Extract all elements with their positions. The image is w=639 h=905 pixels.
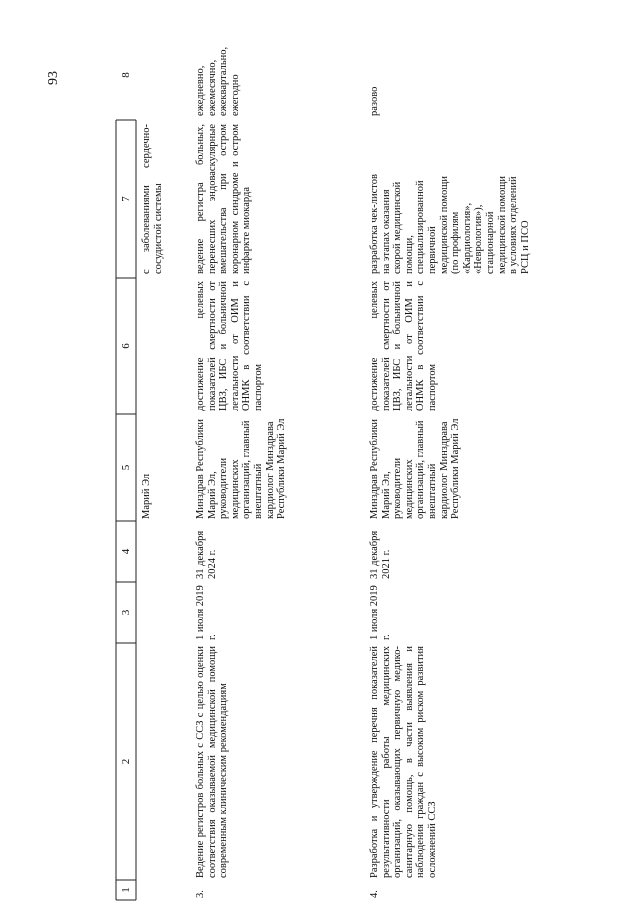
row-4-activity: Разработка и утверждение перечня показателей результативности работы медицинских организаций, оказывающих первичную медико-санитарную помощь, в части выявления и наблюдения граждан с высоким риском развития осложнений ССЗ — [369, 646, 438, 878]
header-col-1: 1 — [120, 887, 132, 893]
row-4-executors: Минздрав Республики Марий Эл, руководители медицинских организаций, главный внештатный кардиолог Минздрава Республики Марий Эл — [369, 418, 462, 519]
row-3-end-date: 31 декабря 2024 г. — [195, 530, 218, 579]
row-3-executors: Минздрав Республики Марий Эл, руководители медицинских организаций, главный внештатный кардиолог Минздрава Республики Марий Эл — [195, 418, 288, 519]
row-3-number: 3. — [195, 890, 206, 898]
page-number: 93 — [46, 71, 61, 85]
header-col-6: 6 — [120, 343, 132, 349]
row-4-indicators: достижение целевых показателей смертности от ЦВЗ, ИБС и больничной летальности от ОИМ и ОНМК в соответствии с паспортом — [369, 281, 438, 411]
continuation-executor: Марий Эл — [141, 473, 152, 519]
row-4-frequency: разово — [369, 86, 380, 116]
header-col-3: 3 — [120, 609, 132, 616]
row-3-indicators: достижение целевых показателей смертности от ЦВЗ, ИБС и больничной летальности от ОИМ и ОНМК в соответствии с паспортом — [195, 281, 264, 411]
row-4-end-date: 31 декабря 2021 г. — [369, 530, 392, 579]
row-4-start-date: 1 июля 2019 г. — [369, 585, 392, 640]
header-col-7: 7 — [120, 196, 132, 202]
header-col-4: 4 — [120, 548, 132, 555]
row-3-start-date: 1 июля 2019 г. — [195, 585, 218, 640]
row-4-number: 4. — [369, 890, 380, 898]
row-4-result: разработка чек-листов на этапах оказания скорой медицинской помощи, специализированной первичной медицинской помощи (по профилям «Кардиология», «Неврология»), стационарной медицинской помощи в условиях отделений РСЦ и ПСО — [369, 174, 531, 274]
continuation-result: с заболеваниями сердечно-сосудистой системы — [141, 124, 164, 274]
row-3-frequency: ежедневно, ежемесячно, ежеквартально, ежегодно — [195, 46, 241, 116]
row-3-activity: Ведение регистров больных с ССЗ с целью оценки соответствия оказываемой медицинской помощи современным клиническим рекомендациям — [195, 646, 230, 878]
header-col-2: 2 — [120, 758, 132, 765]
header-col-5: 5 — [120, 464, 132, 471]
row-3-result: ведение регистра больных, перенесших эндоваскулярные вмешательства при остром коронарном синдроме и остром инфаркте миокарда — [195, 124, 253, 274]
header-col-8: 8 — [120, 72, 132, 78]
